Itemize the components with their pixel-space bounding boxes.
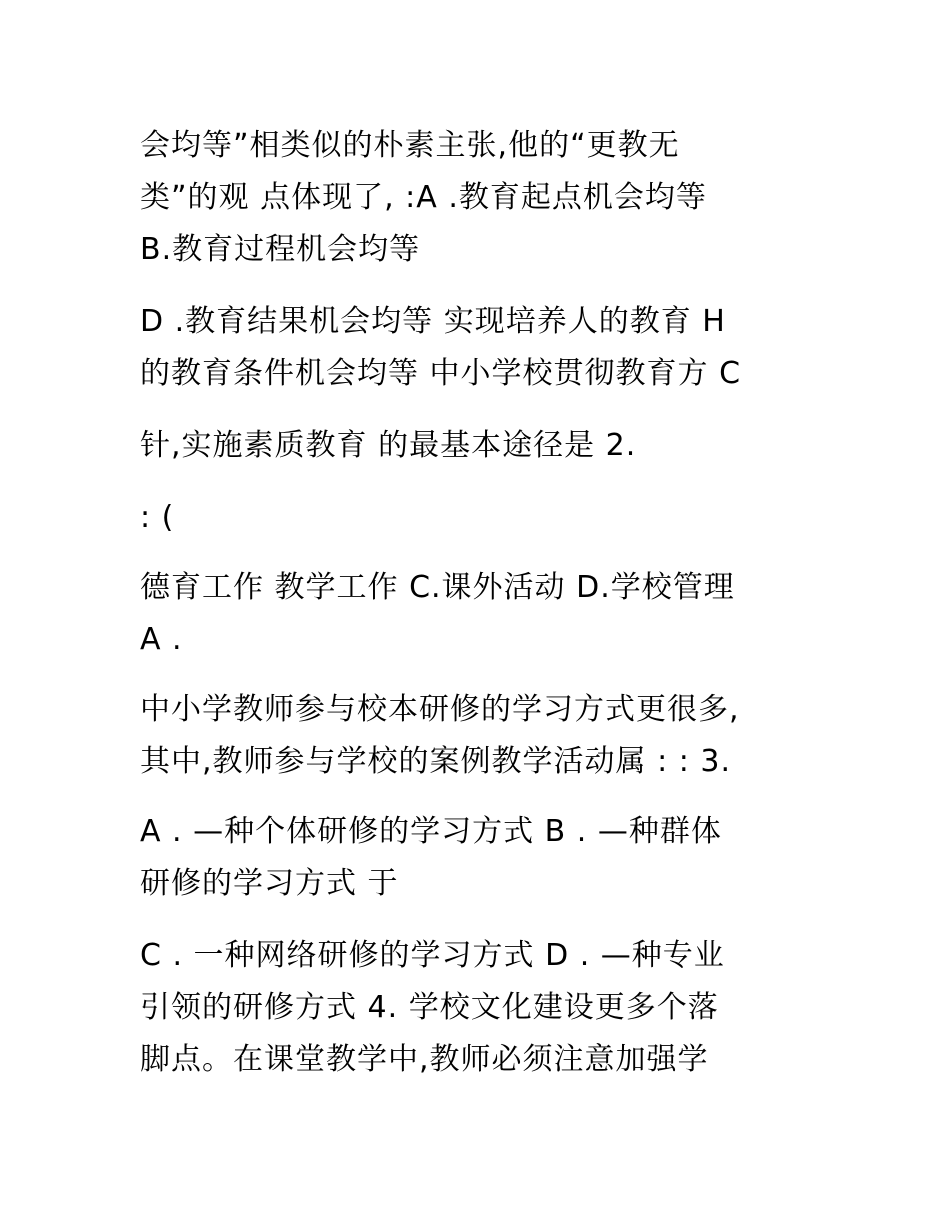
text-line-15: 引领的研修方式 4. 学校文化建设更多个落 (140, 990, 719, 1025)
text-line-4: D .教育结果机会均等 实现培养人的教育 H (140, 304, 726, 339)
text-line-14: C . 一种网络研修的学习方式 D . —种专业 (140, 938, 725, 973)
text-line-12: A . —种个体研修的学习方式 B . —种群体 (140, 814, 722, 849)
text-line-9: A . (140, 622, 183, 657)
text-line-16: 脚点。在课堂教学中,教师必须注意加强学 (140, 1042, 709, 1077)
text-line-11: 其中,教师参与学校的案例教学活动属 : : 3. (140, 744, 731, 779)
text-line-7: : ( (140, 500, 175, 535)
text-line-8: 德育工作 教学工作 C.课外活动 D.学校管理 (140, 570, 735, 605)
text-line-10: 中小学教师参与校本研修的学习方式更很多, (140, 692, 740, 727)
text-line-1: 会均等”相类似的朴素主张,他的“更教无 (140, 128, 680, 163)
text-line-2: 类”的观 点体现了, :A .教育起点机会均等 (140, 180, 707, 215)
text-line-13: 研修的学习方式 于 (140, 866, 399, 901)
text-line-6: 针,实施素质教育 的最基本途径是 2. (140, 428, 637, 463)
text-line-3: B.教育过程机会均等 (140, 232, 421, 267)
text-line-5: 的教育条件机会均等 中小学校贯彻教育方 C (140, 356, 742, 391)
